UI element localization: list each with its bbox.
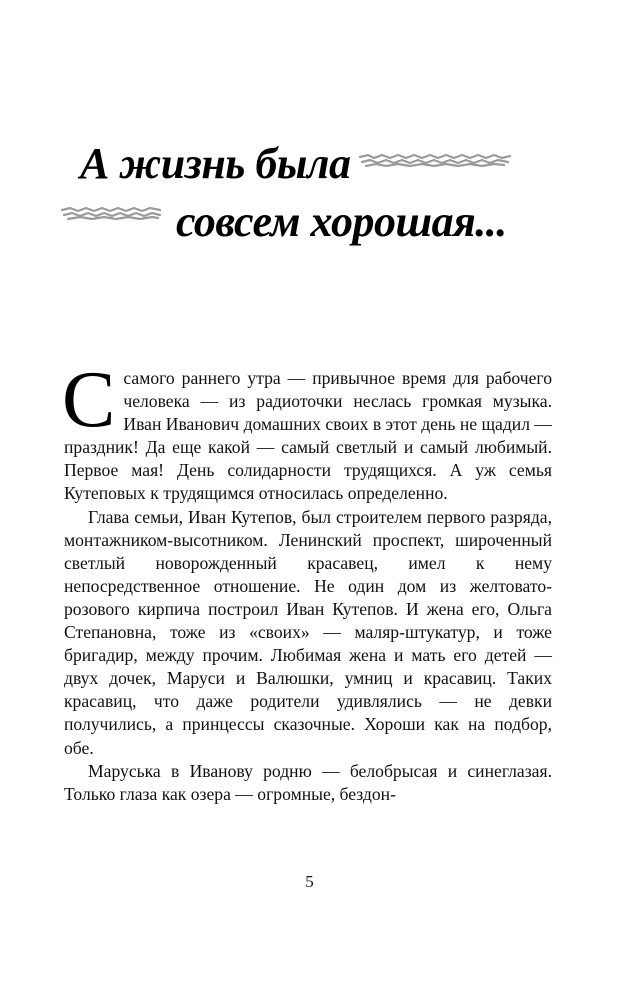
decorative-scribble-ornament-2 — [60, 205, 164, 221]
chapter-title-line-2: совсем хорошая... — [176, 197, 507, 246]
drop-cap-letter: С — [62, 356, 116, 444]
chapter-body-text — [62, 356, 552, 806]
page-number: 5 — [305, 872, 314, 891]
decorative-scribble-ornament — [358, 152, 512, 168]
chapter-title-line-1: А жизнь была — [80, 139, 351, 188]
paragraph-3: Маруська в Иванову родню — белобрысая и синеглазая. Только глаза как озера — огромные, бездон- — [64, 760, 552, 804]
paragraph-1 — [62, 356, 552, 506]
paragraph-2: Глава семьи, Иван Кутепов, был строителем первого разряда, монтажником-высотником. Ленинский проспект, широченный светлый новорожденный красавец, имел к нему непосредственное отношение. Не один дом из желтовато-розового кирпича построил Иван Кутепов. И жена его, Ольга Степановна, тоже из «своих» — маляр-штукатур, и тоже бригадир, между прочим. Любимая жена и мать его детей — двух дочек, Маруси и Валюшки, умниц и красавиц. Таких красавиц, что даже родители удивлялись — не девки получились, а принцессы сказочные. Хороши как на подбор, обе. — [64, 506, 552, 758]
paragraph-1-text: самого раннего утра — привычное время для рабочего человека — из радиоточки неслась громкая музыка. Иван Иванович домашних своих в этот день не щадил — праздник! Да еще какой — самый светлый и самый любимый. Первое мая! День солидарности трудящихся. А уж семья Кутеповых к трудящимся относилась определенно. — [64, 368, 552, 504]
